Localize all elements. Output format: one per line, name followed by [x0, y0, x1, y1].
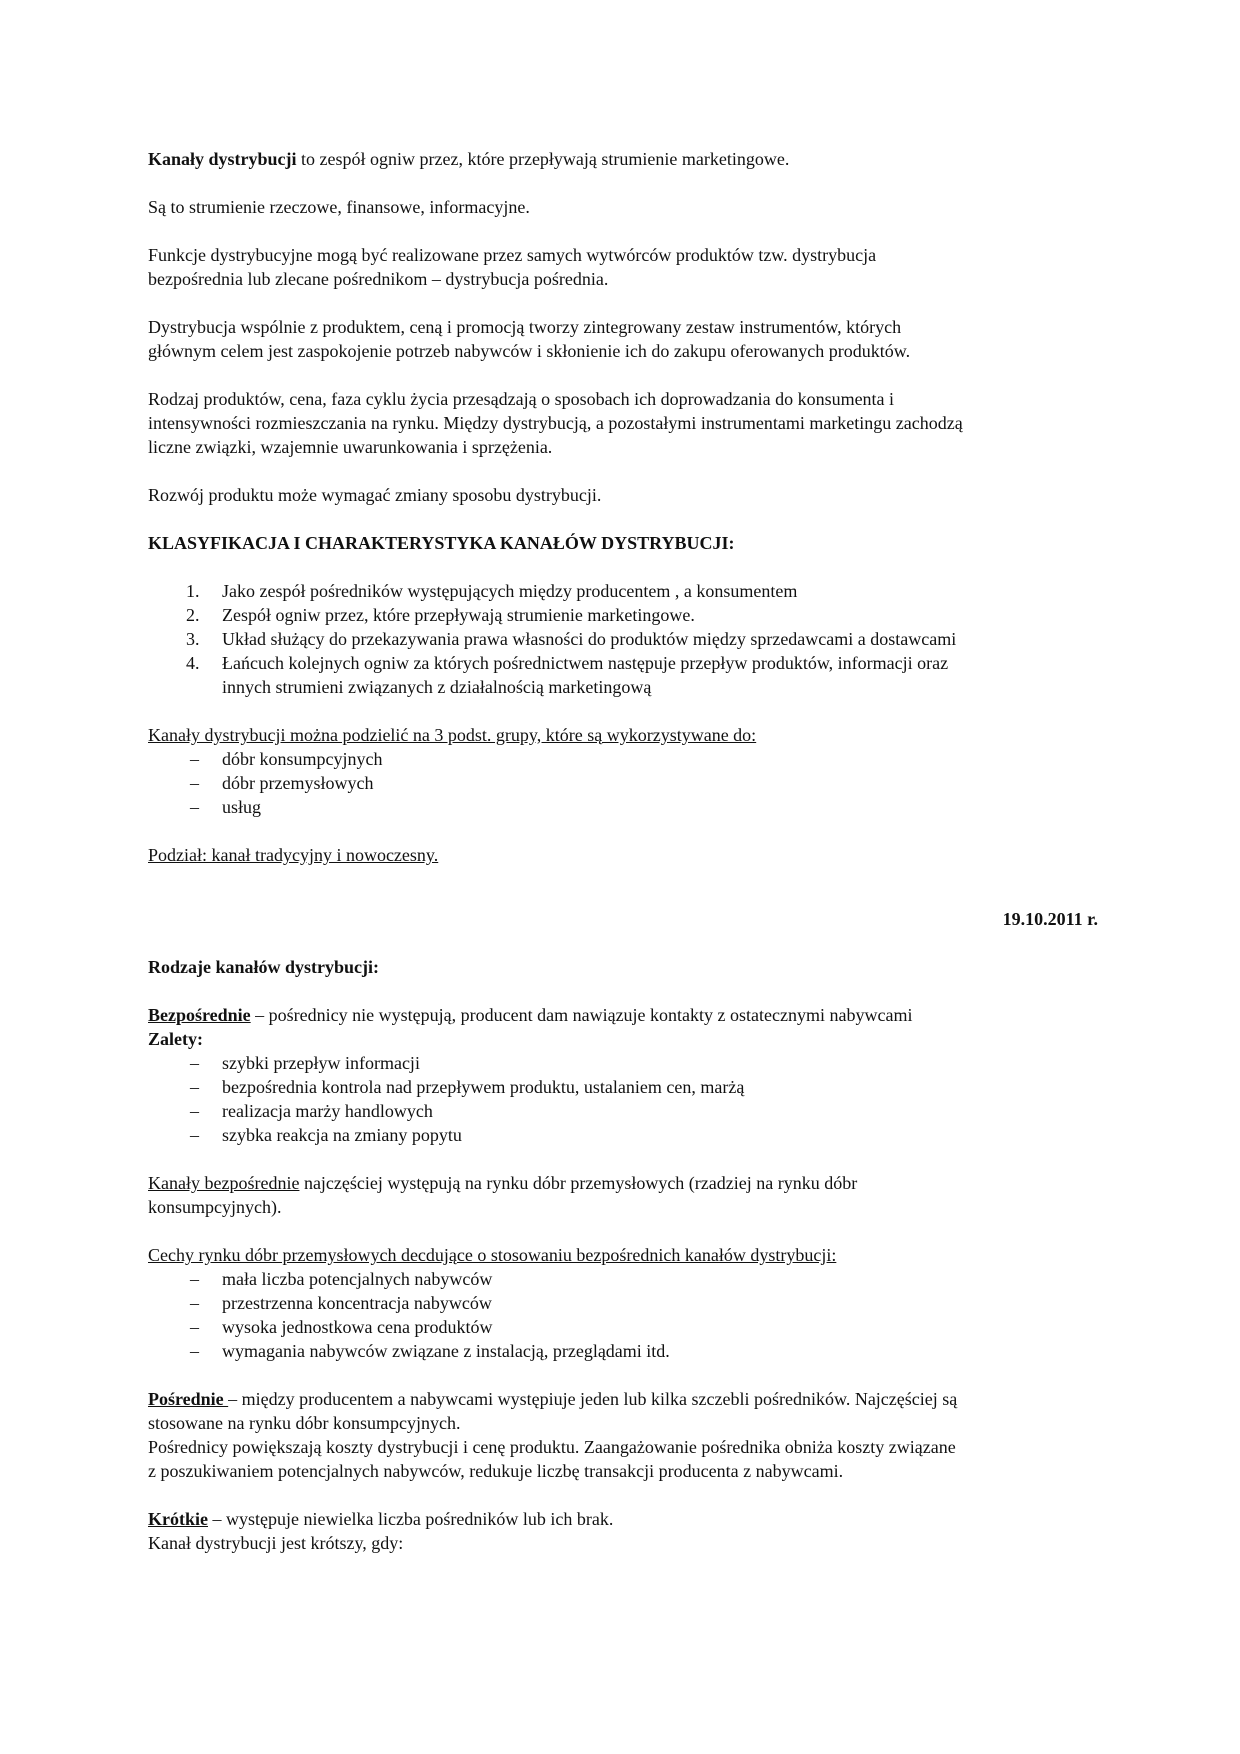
list-item: – realizacja marży handlowych: [190, 1101, 433, 1121]
document-page: [148, 147, 1098, 1555]
list-item: – dóbr przemysłowych: [190, 773, 374, 793]
list-item: – przestrzenna koncentracja nabywców: [190, 1293, 492, 1313]
date: 19.10.2011 r.: [1002, 909, 1098, 929]
types-heading: Rodzaje kanałów dystrybucji:: [148, 957, 380, 977]
classification-heading: KLASYFIKACJA I CHARAKTERYSTYKA KANAŁÓW DYSTRYBUCJI:: [148, 533, 735, 553]
intro-paragraph-4: Dystrybucja wspólnie z produktem, ceną i promocją tworzy zintegrowany zestaw instrumentów, których głównym celem jest zaspokojenie potrzeb nabywców i skłonienie ich do zakupu oferowanych produktów.: [148, 317, 911, 361]
direct-market-paragraph: Kanały bezpośrednie najczęściej występują na rynku dóbr przemysłowych (rzadziej na rynku dóbr konsumpcyjnych).: [148, 1173, 858, 1217]
intro-paragraph-6: Rozwój produktu może wymagać zmiany sposobu dystrybucji.: [148, 485, 602, 505]
advantages-list: [148, 1051, 1098, 1147]
list-item: – wymagania nabywców związane z instalacją, przeglądami itd.: [190, 1341, 670, 1361]
groups-intro: Kanały dystrybucji można podzielić na 3 podst. grupy, które są wykorzystywane do:: [148, 725, 757, 745]
features-intro: Cechy rynku dóbr przemysłowych decdujące o stosowaniu bezpośrednich kanałów dystrybucji:: [148, 1245, 837, 1265]
term-kanaly-bezposrednie: Kanały bezpośrednie: [148, 1173, 300, 1193]
list-item: – usług: [190, 797, 262, 817]
list-item: – szybki przepływ informacji: [190, 1053, 420, 1073]
direct-channels-definition: Bezpośrednie – pośrednicy nie występują, producent dam nawiązuje kontakty z ostatecznymi nabywcami: [148, 1005, 913, 1025]
list-item: – dóbr konsumpcyjnych: [190, 749, 383, 769]
term-bezposrednie: Bezpośrednie: [148, 1005, 251, 1025]
advantages-label: Zalety:: [148, 1029, 203, 1049]
indirect-channels-paragraph: Pośrednie – między producentem a nabywcami występiuje jeden lub kilka szczebli pośredników. Najczęściej są stosowane na rynku dóbr konsumpcyjnych. Pośrednicy powiększają koszty dystrybucji i cenę produktu. Zaangażowanie pośrednika obniża koszty związane z poszukiwaniem potencjalnych nabywców, redukuje liczbę transakcji producenta z nabywcami.: [148, 1389, 958, 1481]
list-item: – mała liczba potencjalnych nabywców: [190, 1269, 493, 1289]
short-channels-paragraph: Krótkie – występuje niewielka liczba pośredników lub ich brak. Kanał dystrybucji jest krótszy, gdy:: [148, 1509, 614, 1553]
intro-paragraph-1: Kanały dystrybucji to zespół ogniw przez, które przepływają strumienie marketingowe.: [148, 149, 790, 169]
features-list: [148, 1267, 1098, 1363]
groups-list: [148, 747, 1098, 819]
term-krotkie: Krótkie: [148, 1509, 208, 1529]
classification-list: [148, 579, 1098, 699]
list-item: 2. Zespół ogniw przez, które przepływają strumienie marketingowe.: [186, 605, 695, 625]
list-item: 4. Łańcuch kolejnych ogniw za których pośrednictwem następuje przepływ produktów, informacji oraz innych strumieni związanych z działalnością marketingową: [186, 653, 949, 697]
list-item: – bezpośrednia kontrola nad przepływem produktu, ustalaniem cen, marżą: [190, 1077, 745, 1097]
intro-paragraph-3: Funkcje dystrybucyjne mogą być realizowane przez samych wytwórców produktów tzw. dystrybucja bezpośrednia lub zlecane pośrednikom – dystrybucja pośrednia.: [148, 245, 877, 289]
list-item: 1. Jako zespół pośredników występujących między producentem , a konsumentem: [186, 581, 798, 601]
intro-paragraph-2: Są to strumienie rzeczowe, finansowe, informacyjne.: [148, 197, 530, 217]
list-item: – wysoka jednostkowa cena produktów: [190, 1317, 493, 1337]
division-line: Podział: kanał tradycyjny i nowoczesny.: [148, 845, 439, 865]
term-posrednie: Pośrednie: [148, 1389, 229, 1409]
list-item: 3. Układ służący do przekazywania prawa własności do produktów między sprzedawcami a dostawcami: [186, 629, 957, 649]
list-item: – szybka reakcja na zmiany popytu: [190, 1125, 462, 1145]
term-kanaly-dystrybucji: Kanały dystrybucji: [148, 149, 297, 169]
intro-paragraph-5: Rodzaj produktów, cena, faza cyklu życia przesądzają o sposobach ich doprowadzania do konsumenta i intensywności rozmieszczania na rynku. Między dystrybucją, a pozostałymi instrumentami marketingu zachodzą liczne związki, wzajemnie uwarunkowania i sprzężenia.: [148, 389, 963, 457]
